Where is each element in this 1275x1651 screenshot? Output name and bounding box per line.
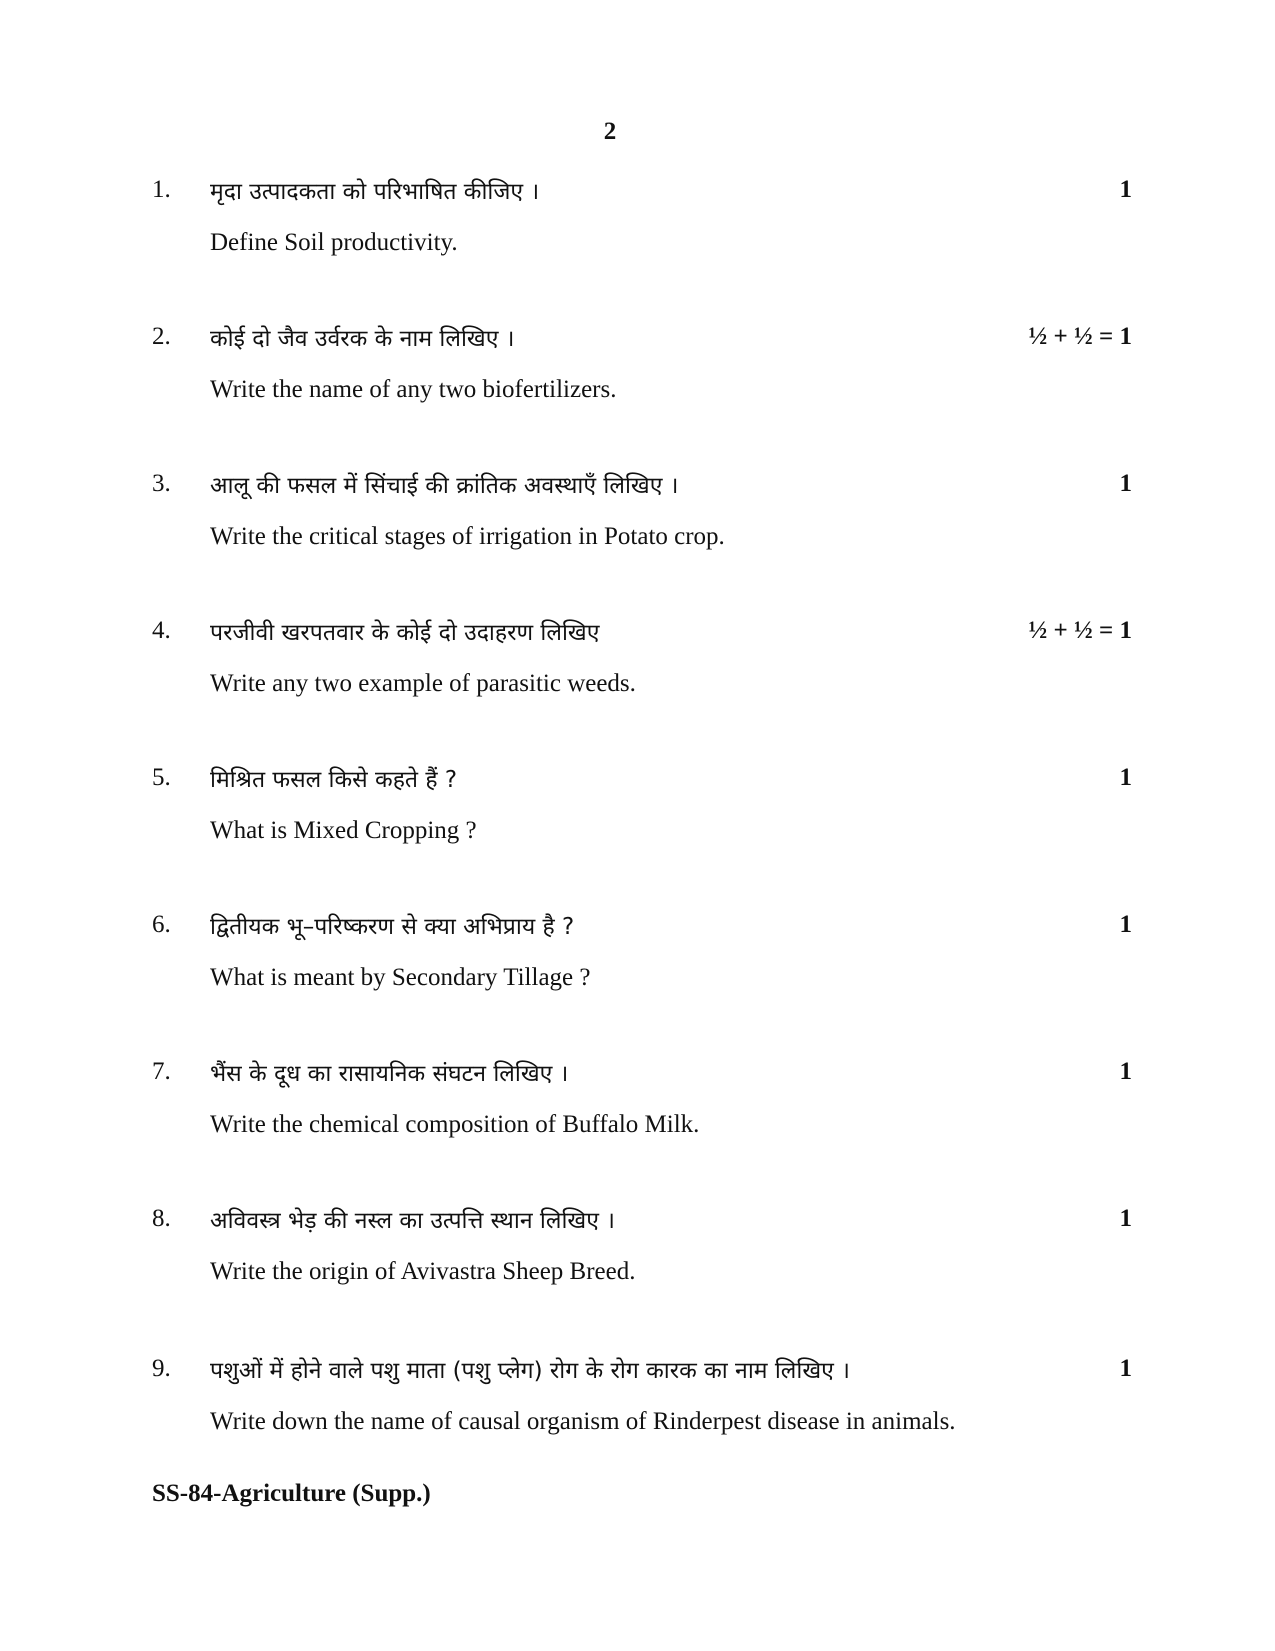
question-text-hindi: द्वितीयक भू–परिष्करण से क्या अभिप्राय है ? <box>210 914 575 940</box>
question-text-english: Write the name of any two biofertilizers. <box>210 376 617 403</box>
question-text-english: Write any two example of parasitic weeds. <box>210 670 636 697</box>
question-marks: 1 <box>1119 1058 1132 1085</box>
question-text-hindi: भैंस के दूध का रासायनिक संघटन लिखिए । <box>210 1061 569 1087</box>
question-text-hindi: आलू की फसल में सिंचाई की क्रांतिक अवस्थाएँ लिखिए । <box>210 473 679 499</box>
question-marks: ½ + ½ = 1 <box>1028 617 1132 644</box>
question-number: 7. <box>152 1058 171 1085</box>
question-number: 2. <box>152 323 171 350</box>
question-text-hindi: अविवस्त्र भेड़ की नस्ल का उत्पत्ति स्थान लिखिए । <box>210 1208 615 1234</box>
question-text-hindi: मृदा उत्पादकता को परिभाषित कीजिए । <box>210 179 540 205</box>
question-text-hindi: मिश्रित फसल किसे कहते हैं ? <box>210 767 458 793</box>
question-number: 9. <box>152 1355 171 1382</box>
question-text-english: What is Mixed Cropping ? <box>210 817 477 844</box>
question-text-english: Write the chemical composition of Buffalo Milk. <box>210 1111 700 1138</box>
question-marks: 1 <box>1119 1355 1132 1382</box>
question-number: 3. <box>152 470 171 497</box>
question-marks: 1 <box>1119 176 1132 203</box>
question-text-english: Define Soil productivity. <box>210 229 458 256</box>
question-marks: 1 <box>1119 1205 1132 1232</box>
question-text-english: What is meant by Secondary Tillage ? <box>210 964 591 991</box>
question-text-hindi: परजीवी खरपतवार के कोई दो उदाहरण लिखिए <box>210 620 600 646</box>
question-text-english: Write the origin of Avivastra Sheep Breed. <box>210 1258 636 1285</box>
question-number: 1. <box>152 176 171 203</box>
paper-code-footer: SS-84-Agriculture (Supp.) <box>152 1480 431 1507</box>
question-text-hindi: पशुओं में होने वाले पशु माता (पशु प्लेग) रोग के रोग कारक का नाम लिखिए । <box>210 1358 850 1384</box>
question-number: 5. <box>152 764 171 791</box>
question-number: 6. <box>152 911 171 938</box>
question-marks: 1 <box>1119 911 1132 938</box>
question-marks: 1 <box>1119 764 1132 791</box>
question-marks: ½ + ½ = 1 <box>1028 323 1132 350</box>
question-text-hindi: कोई दो जैव उर्वरक के नाम लिखिए । <box>210 326 515 352</box>
question-number: 8. <box>152 1205 171 1232</box>
page-number: 2 <box>603 118 617 145</box>
question-text-english: Write down the name of causal organism of Rinderpest disease in animals. <box>210 1408 956 1435</box>
question-number: 4. <box>152 617 171 644</box>
question-text-english: Write the critical stages of irrigation in Potato crop. <box>210 523 725 550</box>
question-marks: 1 <box>1119 470 1132 497</box>
